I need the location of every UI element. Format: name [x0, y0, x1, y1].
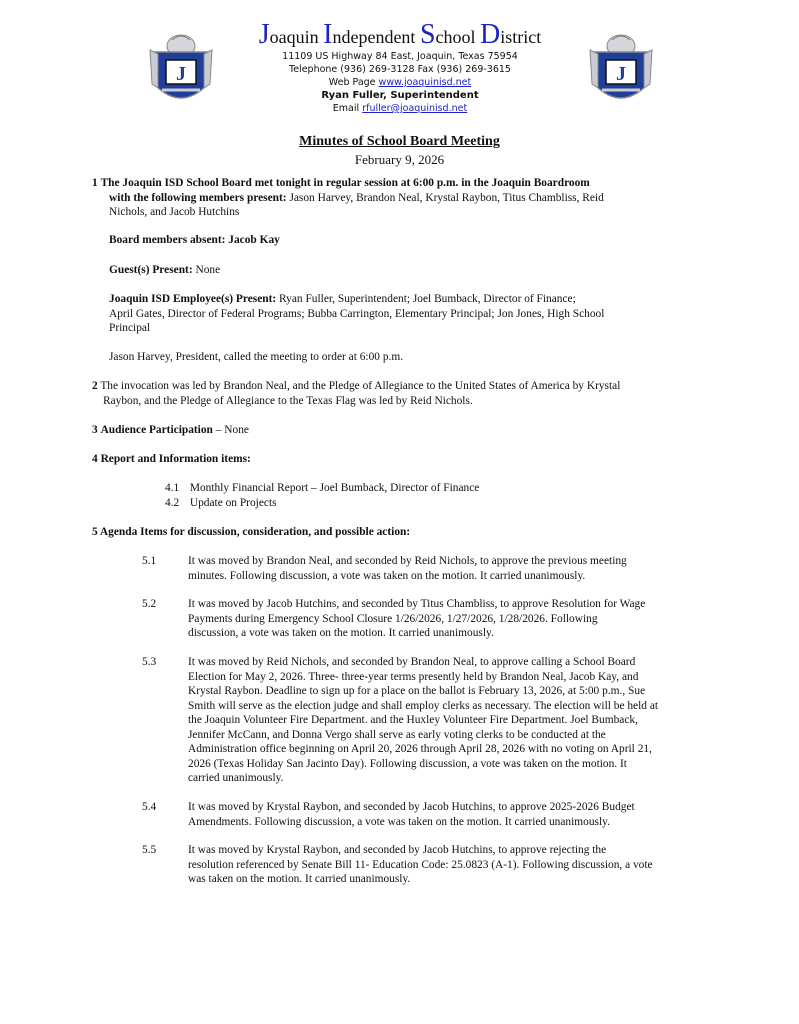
section-2-invocation: 2 The invocation was led by Brandon Neal, and the Pledge of Allegiance to the United States of America by Krystal Raybon, and the Pledge of Allegiance to the Texas Flag was led by Reid Nichols. [92, 380, 621, 407]
crest-letter-right: J [616, 63, 626, 85]
call-to-order: Jason Harvey, President, called the meeting to order at 6:00 p.m. [109, 351, 404, 363]
section-5-heading: 5 Agenda Items for discussion, consideration, and possible action: [92, 526, 411, 538]
members-absent: Board members absent: Jacob Kay [109, 234, 280, 246]
guests-present: Guest(s) Present: None [109, 264, 221, 276]
district-name: Joaquin Independent School District [258, 19, 542, 50]
document-page: J J Joaquin Independent School District 11109 US Highway 84 East, Joaquin, Texas 75954 Telephone (936) 269-3128 Fax (936) 269-3615 Web Page www.joaquinisd.net Ryan Fuller, Superintendent Email rfuller@joaquinisd.net Minutes of School Board Meeting February 9, 2026 1 The Joaquin ISD School Board met tonight in regular session at 6:00 p.m. in the Joaquin Boardroom with the following members present: Jason Harvey, Brandon Neal, Krystal Raybon, Titus Chambliss, Reid Nichols, and Jacob Hutchins Board members absent: Jacob Kay Guest(s) Present: None Joaquin ISD Employee(s) Present: Ryan Fuller, Superintendent; Joel Bumback, Director of Finance; April Gates, Director of Federal Programs; Bubba Carrington, Elementary Principal; Jon Jones, High School Principal Jason Harvey, President, called the meeting to order at 6:00 p.m. 2 The invocation was led by Brandon Neal, and the Pledge of Allegiance to the United States of America by Krystal Raybon, and the Pledge of Allegiance to the Texas Flag was led by Reid Nichols. 3 Audience Participation – None 4 Report and Information items: 4.1 Monthly Financial Report – Joel Bumback, Director of Finance 4.2 Update on Projects 5 Agenda Items for discussion, consideration, and possible action: 5.1 It was moved by Brandon Neal, and seconded by Reid Nichols, to approve the previous meeting minutes. Following discussion, a vote was taken on the motion. It carried unanimously. 5.2 It was moved by Jacob Hutchins, and seconded by Titus Chambliss, to approve Resolution for Wage Payments during Emergency School Closure 1/26/2026, 1/27/2026, 1/28/2026. Following discussion, a vote was taken on the motion. It carried unanimously. 5.3 It was moved by Reid Nichols, and seconded by Brandon Neal, to approve calling a School Board Election for May 2, 2026. Three- three-year terms presently held by Brandon Neal, Jacob Kay, and Krystal Raybon. Deadline to sign up for a place on the ballot is February 13, 2026, at 5:00 p.m., Sue Smith will serve as the election judge and shall employ clerks as necessary. The election will be held at the Joaquin Volunteer Fire Department. and the Huxley Volunteer Fire Department. Joel Bumback, Jennifer McCann, and Donna Vergo shall serve as early voting clerks to be conducted at the Administration office beginning on April 20, 2026 through April 28, 2026 with no voting on April 21, 2026 (Texas Holiday San Jacinto Day). Following discussion, a vote was taken on the motion. It carried unanimously. 5.4 It was moved by Krystal Raybon, and seconded by Jacob Hutchins, to approve 2025-2026 Budget Amendments. Following discussion, a vote was taken on the motion. It carried unanimously. 5.5 It was moved by Krystal Raybon, and seconded by Jacob Hutchins, to approve rejecting the resolution referenced by Senate Bill 11- Education Code: 25.0823 (A-1). Following discussion, a vote was taken on the motion. It carried unanimously. [0, 0, 799, 1024]
employees-present: Joaquin ISD Employee(s) Present: Ryan Fuller, Superintendent; Joel Bumback, Director of Finance; April Gates, Director of Federal Programs; Bubba Carrington, Elementary Principal; Jon Jones, High School Principal [109, 293, 605, 334]
section-1-opening: 1 The Joaquin ISD School Board met tonight in regular session at 6:00 p.m. in the Joaquin Boardroom [92, 177, 590, 189]
email-link[interactable]: rfuller@joaquinisd.net [362, 103, 468, 114]
email-line: Email rfuller@joaquinisd.net [332, 103, 468, 114]
meeting-date: February 9, 2026 [354, 152, 445, 167]
section-4-heading: 4 Report and Information items: [92, 453, 251, 465]
crest-letter-left: J [176, 63, 186, 85]
superintendent-name: Ryan Fuller, Superintendent [321, 90, 479, 101]
web-page-link[interactable]: www.joaquinisd.net [378, 77, 472, 88]
letterhead [200, 19, 600, 115]
district-address: 11109 US Highway 84 East, Joaquin, Texas 75954 [282, 51, 518, 62]
section-1-members: with the following members present: Jason Harvey, Brandon Neal, Krystal Raybon, Titus Chambliss, Reid Nichols, and Jacob Hutchins [109, 191, 604, 218]
district-phones: Telephone (936) 269-3128 Fax (936) 269-3615 [289, 64, 511, 75]
report-item: 4.2 Update on Projects [165, 496, 277, 509]
report-item: 4.1 Monthly Financial Report – Joel Bumback, Director of Finance [165, 482, 480, 494]
web-page-line: Web Page www.joaquinisd.net [328, 77, 472, 88]
document-title: Minutes of School Board Meeting [299, 134, 500, 149]
section-3-audience: 3 Audience Participation – None [92, 424, 249, 436]
